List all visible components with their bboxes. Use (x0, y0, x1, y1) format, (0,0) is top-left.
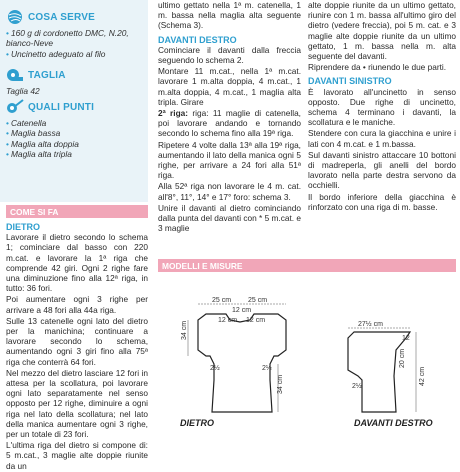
crochet-hook-icon (6, 98, 24, 116)
taglia-section (6, 66, 142, 96)
dietro-label: DIETRO (180, 418, 215, 428)
paragraph: È lavorato all'uncinetto in senso opposto. Due righe di uncinetto, schema 4 terminano i davanti, la scollatura e le maniche. (308, 86, 456, 128)
cosa-serve-list (6, 28, 142, 59)
davanti-sinistro-column (308, 0, 456, 213)
paragraph: Lavorare il dietro secondo lo schema 1; cominciare dal basso con 220 m.cat. e lavorare la 1ª riga che comprende 42 giri. Ogni 2 righe fare una diminuzione fino alla 12ª riga, in tutto: 36 fori. (6, 232, 148, 294)
dietro-column (6, 222, 148, 472)
paragraph: Nel mezzo del dietro lasciare 12 fori in attesa per la scollatura, poi lavorare ogni lato separatamente nel senso opposto per 12 righe, diminuire a ogni riga nel lato della scollatura; nel lato della manica aumentare ogni 3 righe, per un totale di 23 fori. (6, 367, 148, 440)
taglia-value: Taglia 42 (6, 86, 40, 96)
paragraph: Sulle 13 catenelle ogni lato del dietro per la manichina; continuare a lavorare secondo lo schema, aumentando ogni 3 giri fino alla 75ª riga che conterrà 64 fori. (6, 315, 148, 367)
paragraph: Alla 52ª riga non lavorare le 4 m. cat. all'8°, 11°, 14° e 17° foro: schema 3. (158, 181, 301, 202)
dim-front-neck-top: 12 (402, 335, 410, 342)
paragraph: Stendere con cura la giacchina e unire i lati con 4 m.cat. e 1 m.bassa. (308, 128, 456, 149)
dim-side-height: 34 cm (277, 374, 284, 394)
list-item: • Uncinetto adeguato al filo (6, 48, 106, 59)
dim-neck-top: 12 cm (232, 307, 252, 314)
dim-shoulder-right: 25 cm (248, 297, 268, 304)
paragraph: 2ª riga: riga: 11 maglie di catenella, poi lavorare andando e tornando secondo lo schema fino alla 19ª riga. (158, 108, 301, 139)
paragraph: Riprendere da • riunendo le due parti. (308, 62, 447, 73)
dim-neck-inner-right: 12 cm (246, 317, 266, 324)
yarn-ball-icon (6, 8, 24, 26)
cosa-serve-title: COSA SERVE (28, 11, 96, 23)
paragraph: Il bordo inferiore della giacchina è rinforzato con una riga di m. basse. (308, 191, 456, 212)
dim-sleeve-height: 34 cm (181, 320, 188, 340)
paragraph: Sul davanti sinistro attaccare 10 bottoni di madreperla, gli anelli del bordo lavorato nella parte destra servono da occhielli. (308, 149, 456, 191)
materials-box (0, 0, 148, 202)
punti-section (6, 98, 142, 160)
davanti-label: DAVANTI DESTRO (354, 418, 433, 428)
list-item: • Maglia bassa (6, 128, 61, 139)
dim-shoulder-left: 25 cm (212, 297, 232, 304)
paragraph: Unire il davanti al dietro cominciando dalla punta del davanti con * 5 m.cat. e 3 maglie (158, 202, 301, 234)
bold-lead: 2ª riga: (158, 108, 189, 119)
dim-armhole-right: 2½ (262, 365, 272, 372)
tape-measure-icon (6, 66, 24, 84)
come-si-fa-header: COME SI FA (6, 205, 148, 218)
paragraph: L'ultima riga del dietro si compone di: 5 m.cat., 3 maglie alte doppie riunite da un (6, 440, 148, 471)
list-item: • Maglia alta tripla (6, 149, 72, 160)
dim-front-armhole: 2½ (352, 383, 362, 390)
paragraph: ultimo gettato nella 1ª m. catenella, 1 m. bassa nella maglia alta seguente (Schema 3). (158, 0, 301, 31)
dietro-title: DIETRO (6, 222, 41, 232)
davanti-destro-title: DAVANTI DESTRO (158, 34, 237, 45)
punti-list (6, 118, 142, 160)
dim-front-height: 42 cm (419, 366, 426, 386)
list-item: • Catenella (6, 118, 47, 128)
modelli-misure-header: MODELLI E MISURE (158, 259, 456, 272)
paragraph: Montare 11 m.cat., nella 1ª m.cat. lavorare 1 m.alta doppia, 4 m.cat., 1 m.alta doppia, 4 m.cat., 1 maglia alta tripla. Girare (158, 66, 301, 107)
paragraph: Ripetere 4 volte dalla 13ª alla 19ª riga, aumentando il lato della manica ogni 5 righe, per arrivare a 24 fori alla 51ª riga. (158, 139, 301, 181)
list-item: • 160 g di cordonetto DMC, N.20, bianco-Neve (6, 28, 129, 49)
taglia-title: TAGLIA (28, 69, 66, 81)
paragraph: Cominciare il davanti dalla freccia seguendo lo schema 2. (158, 44, 301, 66)
dim-armhole-left: 2½ (210, 365, 220, 372)
paragraph: Poi aumentare ogni 3 righe per arrivare a 48 fori alla 44a riga. (6, 294, 148, 315)
dim-neck-inner-left: 12 cm (218, 317, 238, 324)
cosa-serve-section (6, 8, 142, 59)
punti-title: QUALI PUNTI (28, 101, 95, 113)
davanti-sinistro-title: DAVANTI SINISTRO (308, 76, 392, 87)
paragraph: alte doppie riunite da un ultimo gettato, riunire con 1 m. bassa all'ultimo giro del dietro (vedere freccia), poi 5 m. cat. e 3 maglie alte doppie riunite da un ultimo gettato, 1 m. bassa nella m. alta seguente del davanti. (308, 0, 456, 62)
list-item: • Maglia alta doppia (6, 138, 79, 149)
davanti-destro-column (158, 0, 301, 234)
dim-front-neck-side: 20 cm (399, 348, 406, 368)
pattern-diagram (158, 276, 460, 454)
dim-front-shoulder: 27½ cm (358, 321, 383, 328)
